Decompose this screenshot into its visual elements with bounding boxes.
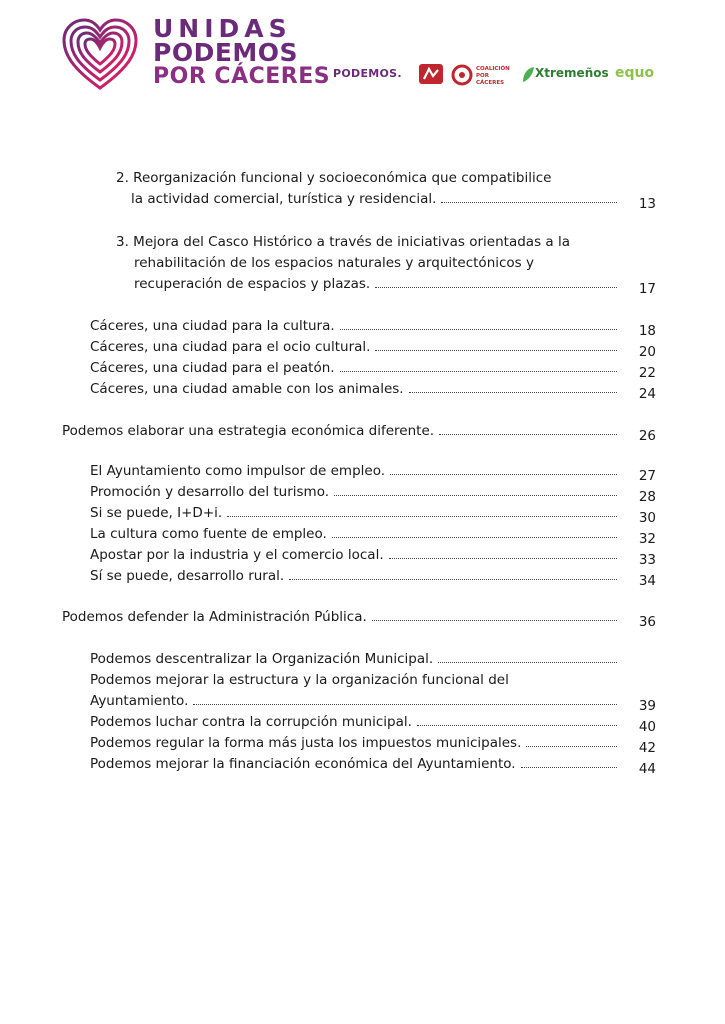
toc-page-number: 36 xyxy=(638,614,656,630)
toc-entry-text: 3. Mejora del Casco Histórico a través de iniciativas orientadas a la xyxy=(116,234,570,250)
toc-dot-leader xyxy=(334,495,617,496)
podemos-logo: PODEMOS. xyxy=(333,67,402,80)
toc-dot-leader xyxy=(439,434,617,435)
toc-dot-leader xyxy=(390,474,617,475)
toc-entry-text: Sí se puede, desarrollo rural. xyxy=(90,568,285,584)
toc-entry xyxy=(90,379,404,400)
toc-dot-leader xyxy=(521,767,617,768)
toc-entry xyxy=(90,566,284,587)
toc-entry-text: recuperación de espacios y plazas. xyxy=(134,276,371,292)
toc-entry-text: Podemos mejorar la estructura y la organización funcional del xyxy=(90,672,509,688)
toc-entry xyxy=(90,733,521,754)
toc-dot-leader xyxy=(441,202,617,203)
coalicion-text: COALICIÓN POR CÁCERES xyxy=(476,66,510,86)
toc-entry xyxy=(90,503,222,524)
toc-entry-text: Podemos regular la forma más justa los impuestos municipales. xyxy=(90,735,522,751)
toc-entry-text: Si se puede, I+D+i. xyxy=(90,505,223,521)
toc-entry xyxy=(90,754,516,775)
toc-entry-text: la actividad comercial, turística y residencial. xyxy=(131,191,437,207)
toc-dot-leader xyxy=(227,516,617,517)
toc-dot-leader xyxy=(389,558,617,559)
toc-page-number: 28 xyxy=(638,489,656,505)
toc-dot-leader xyxy=(526,746,617,747)
toc-entry-text: 2. Reorganización funcional y socioeconómica que compatibilice xyxy=(116,170,552,186)
toc-dot-leader xyxy=(417,725,617,726)
toc-entry xyxy=(90,649,433,670)
toc-entry-text: Cáceres, una ciudad para el peatón. xyxy=(90,360,335,376)
toc-entry-text: Apostar por la industria y el comercio local. xyxy=(90,547,384,563)
toc-page-number: 24 xyxy=(638,386,656,402)
toc-page-number: 18 xyxy=(638,323,656,339)
toc-entry xyxy=(90,316,335,337)
equo-logo: equo xyxy=(615,65,655,81)
toc-entry xyxy=(62,421,434,442)
toc-page-number: 33 xyxy=(638,552,656,568)
toc-dot-leader xyxy=(289,579,617,580)
toc-entry xyxy=(90,524,327,545)
toc-entry xyxy=(90,545,384,566)
toc-entry-text: El Ayuntamiento como impulsor de empleo. xyxy=(90,463,386,479)
toc-entry-text: La cultura como fuente de empleo. xyxy=(90,526,327,542)
toc-entry-text: Podemos mejorar la financiación económica del Ayuntamiento. xyxy=(90,756,516,772)
toc-entry-text: Promoción y desarrollo del turismo. xyxy=(90,484,330,500)
toc-entry xyxy=(62,607,367,628)
brand-line-1: UNIDAS xyxy=(153,14,292,43)
toc-entry xyxy=(116,232,570,295)
toc-dot-leader xyxy=(375,350,617,351)
toc-entry xyxy=(90,712,412,733)
toc-page-number: 32 xyxy=(638,531,656,547)
toc-page-number: 30 xyxy=(638,510,656,526)
toc-page-number: 22 xyxy=(638,365,656,381)
toc-page-number: 40 xyxy=(638,719,656,735)
brand-line-2: PODEMOS xyxy=(153,38,299,67)
toc-page-number: 39 xyxy=(638,698,656,714)
toc-entry-text: Cáceres, una ciudad amable con los animales. xyxy=(90,381,404,397)
toc-entry-text: Podemos descentralizar la Organización Municipal. xyxy=(90,651,434,667)
brand-line-3: POR CÁCERES xyxy=(153,64,331,89)
toc-entry xyxy=(90,461,385,482)
toc-page-number: 13 xyxy=(638,196,656,212)
toc-dot-leader xyxy=(193,704,617,705)
toc-page-number: 20 xyxy=(638,344,656,360)
toc-entry xyxy=(90,482,329,503)
extremenos-logo: Xtremeños xyxy=(521,66,593,86)
toc-dot-leader xyxy=(340,371,617,372)
toc-page-number: 17 xyxy=(638,281,656,297)
toc-dot-leader xyxy=(409,392,617,393)
toc-dot-leader xyxy=(332,537,617,538)
toc-entry-text: Cáceres, una ciudad para la cultura. xyxy=(90,318,335,334)
toc-dot-leader xyxy=(340,329,617,330)
toc-dot-leader xyxy=(372,620,617,621)
toc-page-number: 42 xyxy=(638,740,656,756)
toc-entry-text: Podemos defender la Administración Pública. xyxy=(62,609,367,625)
toc-entry xyxy=(90,358,335,379)
toc-entry xyxy=(90,670,509,712)
toc-entry-text: Cáceres, una ciudad para el ocio cultural. xyxy=(90,339,371,355)
toc-page-number: 27 xyxy=(638,468,656,484)
toc-dot-leader xyxy=(438,662,617,663)
toc-page-number: 34 xyxy=(638,573,656,589)
toc-entry-text: Ayuntamiento. xyxy=(90,693,189,709)
toc-entry xyxy=(90,337,370,358)
toc-entry-text: rehabilitación de los espacios naturales y arquitectónicos y xyxy=(134,255,534,271)
toc-entry-text: Podemos luchar contra la corrupción municipal. xyxy=(90,714,412,730)
toc-entry xyxy=(116,168,551,210)
toc-page-number: 44 xyxy=(638,761,656,777)
toc-dot-leader xyxy=(375,287,617,288)
toc-page-number: 26 xyxy=(638,428,656,444)
toc-entry-text: Podemos elaborar una estrategia económica diferente. xyxy=(62,423,435,439)
